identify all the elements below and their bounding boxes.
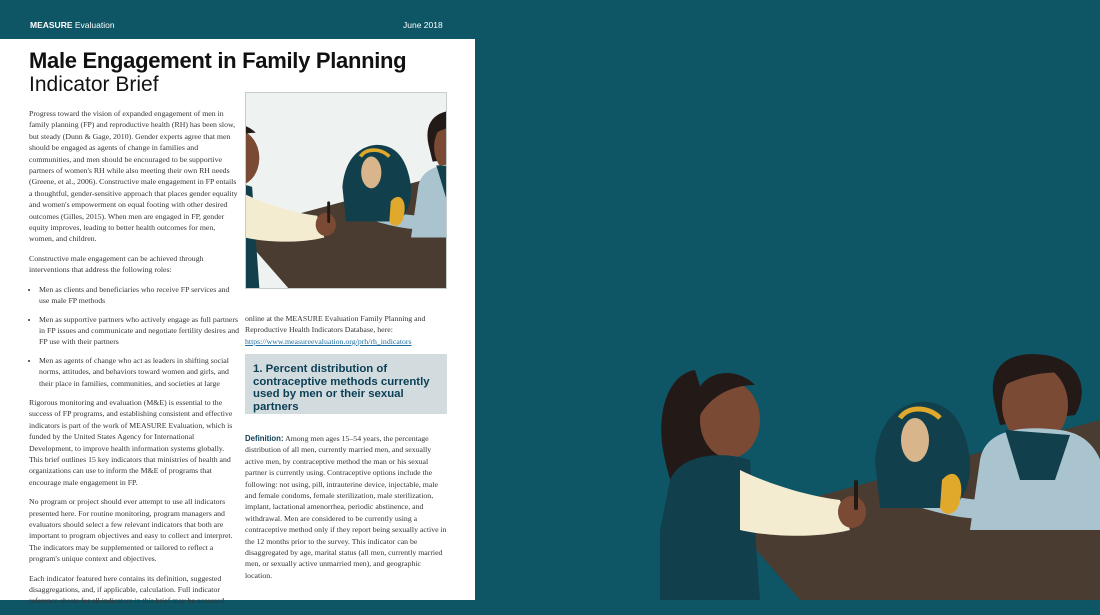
indicator-title: 1. Percent distribution of contraceptive methods currently used by men or their sexual partners	[253, 363, 430, 413]
publication-date: June 2018	[403, 20, 443, 30]
program-paragraph: No program or project should ever attempt to use all indicators presented here. For routine monitoring, program managers and evaluators should select a few relevant indicators that both are important to program objectives and easy to collect and interpret. The indicators may be supplemented or tailored to reflect a program's unique context and objectives.	[29, 497, 233, 564]
list-item: • Men as agents of change who act as leaders in shifting social norms, attitudes, and behaviors toward women and girls, and their place in families, communities, and societies at large	[39, 355, 239, 389]
roles-intro: Constructive male engagement can be achieved through interventions that address the following roles:	[29, 253, 204, 275]
cover-illustration	[245, 92, 447, 289]
page-subtitle: Indicator Brief	[29, 73, 159, 96]
indicator-heading-box	[245, 354, 447, 414]
intro-paragraph: Progress toward the vision of expanded engagement of men in family planning (FP) and reproductive health (RH) has been slow, but steady (Dunn & Gage, 2010). Gender experts agree that men should be engaged as agents of change in families and communities, and men should be encouraged to be supportive partners of women's RH while also meeting their own RH needs (Greene, et al., 2006). Constructive male engagement in FP entails a thoughtful, gender-sensitive approach that places gender equality and women's empowerment on equal footing with other desired outcomes (Gilles, 2015). When men are engaged in FP, gender equity improves, leading to better health outcomes for men, women, and children.	[29, 109, 238, 244]
header-bar	[0, 0, 475, 39]
list-item: • Men as supportive partners who actively engage as full partners in FP issues and communicate and negotiate fertility desires and FP use with their partners	[39, 314, 239, 348]
database-link[interactable]: https://www.measureevaluation.org/prh/rh_indicators	[245, 336, 412, 346]
definition-section	[245, 433, 447, 581]
definition-text: Among men ages 15–54 years, the percentage distribution of all men, currently married men, and sexually active men, by contraceptive method the man or his sexual partner is currently using. Contraceptive options include the following: not using, pill, intrauterine device, injectable, male and female condoms, female sterilization, male sterilization, implant, lactational amenorrhea, periodic abstinence, and withdrawal. Men are considered to be currently using a contraceptive method only if they report being sexually active in the 12 months prior to the survey. This indicator can be disaggregated by age, marital status (all men, currently married men, or sexually active unmarried men), and geographic location.	[245, 434, 447, 580]
roles-list	[29, 284, 239, 389]
mne-paragraph: Rigorous monitoring and evaluation (M&E) is essential to the success of FP programs, and establishing consistent and effective indicators is part of the work of MEASURE Evaluation, which is funded by the United States Agency for International Development, to improve health information systems globally. This brief outlines 15 key indicators that ministries of health and organizations can use to inform the M&E of programs that encourage male engagement in FP.	[29, 397, 233, 487]
definition-label: Definition:	[245, 434, 284, 443]
page-title: Male Engagement in Family Planning	[29, 48, 407, 73]
brand-logo: MEASURE Evaluation	[30, 20, 115, 30]
right-column-continued	[245, 313, 447, 347]
hero-illustration	[660, 330, 1100, 600]
continued-text: online at the MEASURE Evaluation Family Planning and Reproductive Health Indicators Database, here:	[245, 314, 426, 335]
each-indicator-paragraph: Each indicator featured here contains its definition, suggested disaggregations, and, if applicable, calculation. Full indicator reference sheets for all indicators in this brief may be accessed	[29, 573, 225, 606]
left-column	[29, 108, 239, 615]
list-item: • Men as clients and beneficiaries who receive FP services and use male FP methods	[39, 284, 239, 307]
brief-page	[0, 0, 475, 606]
